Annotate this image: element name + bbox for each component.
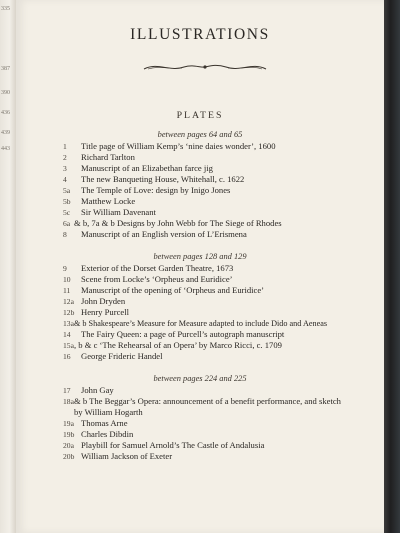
list-item xyxy=(63,429,370,440)
plate-number: 12a xyxy=(63,297,74,306)
list-item xyxy=(63,318,370,329)
plate-caption: The Fairy Queen: a page of Purcell’s autograph manuscript xyxy=(81,329,285,339)
list-item xyxy=(63,263,370,274)
plate-caption: Playbill for Samuel Arnold’s The Castle of Andalusia xyxy=(81,440,265,450)
plate-number: 10 xyxy=(63,275,71,284)
left-page-edge xyxy=(0,0,16,533)
list-item xyxy=(63,351,370,362)
plate-number: 17 xyxy=(63,386,71,395)
margin-number: 439 xyxy=(1,130,10,136)
section-heading: between pages 64 and 65 xyxy=(157,130,243,139)
plates-heading: PLATES xyxy=(176,110,224,121)
plate-number: 1 xyxy=(63,142,67,151)
plate-caption: Matthew Locke xyxy=(81,196,136,206)
list-item xyxy=(63,440,370,451)
list-item xyxy=(63,396,370,418)
list-item xyxy=(63,307,370,318)
margin-number: 387 xyxy=(1,66,10,72)
section-heading: between pages 128 and 129 xyxy=(153,252,247,261)
list-item xyxy=(63,274,370,285)
list-item xyxy=(63,207,370,218)
plate-caption: John Gay xyxy=(81,385,114,395)
plate-caption: & b, 7a & b Designs by John Webb for The Siege of Rhodes xyxy=(74,218,282,228)
book-cover-edge xyxy=(384,0,400,533)
list-item xyxy=(63,196,370,207)
plate-number: 5a xyxy=(63,186,71,195)
plate-caption: Manuscript of an English version of L’Erismena xyxy=(81,229,247,239)
margin-number: 335 xyxy=(1,6,10,12)
list-item xyxy=(63,285,370,296)
book-page xyxy=(16,0,384,533)
list-item xyxy=(63,152,370,163)
list-item xyxy=(63,329,370,340)
plate-number: 13a xyxy=(63,319,74,328)
plate-caption: George Frideric Handel xyxy=(81,351,163,361)
list-item xyxy=(63,340,370,351)
list-item xyxy=(63,418,370,429)
plate-number: 20a xyxy=(63,441,74,450)
plate-number: 15a xyxy=(63,341,74,350)
margin-number: 390 xyxy=(1,90,10,96)
list-item xyxy=(63,451,370,462)
plate-caption: Henry Purcell xyxy=(81,307,129,317)
plate-caption: Manuscript of the opening of ‘Orpheus and Euridice’ xyxy=(81,285,265,295)
list-item xyxy=(63,141,370,152)
list-item xyxy=(63,174,370,185)
list-item xyxy=(63,385,370,396)
plate-caption: Charles Dibdin xyxy=(81,429,134,439)
plate-caption: The Temple of Love: design by Inigo Jones xyxy=(81,185,231,195)
plate-number: 2 xyxy=(63,153,67,162)
plate-caption: & b Shakespeare’s Measure for Measure adapted to include Dido and Aeneas xyxy=(74,319,328,328)
margin-number: 436 xyxy=(1,110,10,116)
page-title: ILLUSTRATIONS xyxy=(130,26,270,43)
plate-caption: Title page of William Kemp’s ‘nine daies wonder’, 1600 xyxy=(81,141,276,151)
plate-caption: Richard Tarlton xyxy=(81,152,135,162)
plate-number: 5b xyxy=(63,197,71,206)
plate-caption: The new Banqueting House, Whitehall, c. 1622 xyxy=(81,174,245,184)
plate-caption: Manuscript of an Elizabethan farce jig xyxy=(81,163,213,173)
plate-number: 5c xyxy=(63,208,71,217)
section-heading: between pages 224 and 225 xyxy=(153,374,247,383)
plate-caption: Scene from Locke’s ‘Orpheus and Euridice’ xyxy=(81,274,233,284)
plate-number: 8 xyxy=(63,230,67,239)
plate-caption: Exterior of the Dorset Garden Theatre, 1673 xyxy=(81,263,234,273)
list-item xyxy=(63,185,370,196)
plate-number: 3 xyxy=(63,164,67,173)
list-item xyxy=(63,218,370,229)
plate-number: 9 xyxy=(63,264,67,273)
list-item xyxy=(63,229,370,240)
plate-number: 16 xyxy=(63,352,71,361)
list-item xyxy=(63,163,370,174)
plate-number: 11 xyxy=(63,286,71,295)
list-item xyxy=(63,296,370,307)
plate-caption: William Jackson of Exeter xyxy=(81,451,173,461)
plate-number: 12b xyxy=(63,308,75,317)
margin-number: 443 xyxy=(1,146,10,152)
plate-number: 18a xyxy=(63,397,74,406)
plate-caption: Thomas Arne xyxy=(81,418,128,428)
plate-number: 19b xyxy=(63,430,75,439)
flourish-ornament xyxy=(140,60,270,74)
plate-number: 6a xyxy=(63,219,71,228)
plate-caption: Sir William Davenant xyxy=(81,207,156,217)
plate-caption: , b & c ‘The Rehearsal of an Opera’ by Marco Ricci, c. 1709 xyxy=(74,340,282,350)
plate-number: 14 xyxy=(63,330,71,339)
plate-caption: John Dryden xyxy=(81,296,126,306)
plate-number: 19a xyxy=(63,419,74,428)
plate-caption: & b The Beggar’s Opera: announcement of a benefit performance, and sketch by William Hogarth xyxy=(74,396,341,417)
plate-number: 20b xyxy=(63,452,75,461)
plate-number: 4 xyxy=(63,175,67,184)
